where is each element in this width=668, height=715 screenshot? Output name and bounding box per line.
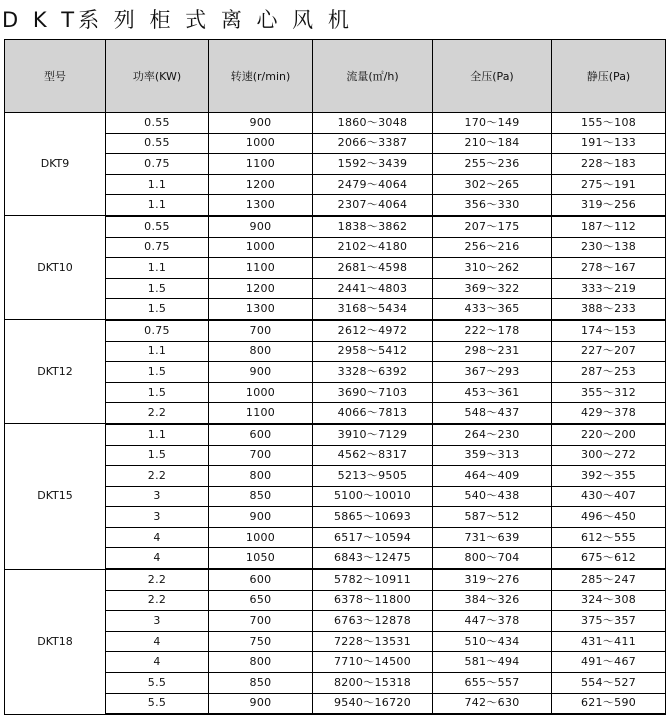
speed-cell: 900 [209,362,313,383]
power-cell: 1.1 [106,195,209,216]
static-pressure-cell: 491～467 [552,652,666,673]
total-pressure-cell: 742～630 [433,693,552,714]
static-pressure-cell: 228～183 [552,154,666,175]
total-pressure-cell: 464～409 [433,466,552,487]
flow-cell: 3910～7129 [313,424,433,445]
model-cell: DKT15 [5,424,106,569]
static-pressure-cell: 375～357 [552,611,666,632]
static-pressure-cell: 429～378 [552,403,666,424]
spec-table [4,39,666,715]
total-pressure-cell: 264～230 [433,424,552,445]
header-power: 功率(KW) [106,40,209,113]
power-cell: 1.1 [106,174,209,195]
speed-cell: 1000 [209,527,313,548]
power-cell: 1.5 [106,299,209,320]
speed-cell: 1300 [209,299,313,320]
power-cell: 1.1 [106,424,209,445]
total-pressure-cell: 581～494 [433,652,552,673]
power-cell: 1.1 [106,258,209,279]
total-pressure-cell: 210～184 [433,133,552,154]
total-pressure-cell: 447～378 [433,611,552,632]
flow-cell: 2479～4064 [313,174,433,195]
header-speed: 转速(r/min) [209,40,313,113]
static-pressure-cell: 287～253 [552,362,666,383]
power-cell: 1.5 [106,278,209,299]
total-pressure-cell: 433～365 [433,299,552,320]
flow-cell: 7710～14500 [313,652,433,673]
static-pressure-cell: 333～219 [552,278,666,299]
power-cell: 4 [106,527,209,548]
flow-cell: 3328～6392 [313,362,433,383]
power-cell: 3 [106,486,209,507]
speed-cell: 1200 [209,278,313,299]
power-cell: 2.2 [106,403,209,424]
speed-cell: 1200 [209,174,313,195]
static-pressure-cell: 174～153 [552,320,666,341]
power-cell: 1.5 [106,362,209,383]
table-body [5,113,666,715]
total-pressure-cell: 367～293 [433,362,552,383]
speed-cell: 900 [209,507,313,528]
static-pressure-cell: 324～308 [552,590,666,611]
flow-cell: 5213～9505 [313,466,433,487]
flow-cell: 2307～4064 [313,195,433,216]
spec-table-container [4,39,665,715]
total-pressure-cell: 548～437 [433,403,552,424]
static-pressure-cell: 227～207 [552,341,666,362]
power-cell: 5.5 [106,693,209,714]
flow-cell: 1592～3439 [313,154,433,175]
speed-cell: 1300 [209,195,313,216]
flow-cell: 2441～4803 [313,278,433,299]
speed-cell: 850 [209,486,313,507]
table-row [5,113,666,134]
table-row [5,320,666,341]
speed-cell: 650 [209,590,313,611]
static-pressure-cell: 191～133 [552,133,666,154]
power-cell: 0.55 [106,133,209,154]
static-pressure-cell: 155～108 [552,113,666,134]
static-pressure-cell: 319～256 [552,195,666,216]
speed-cell: 900 [209,113,313,134]
total-pressure-cell: 369～322 [433,278,552,299]
flow-cell: 9540～16720 [313,693,433,714]
static-pressure-cell: 621～590 [552,693,666,714]
power-cell: 0.75 [106,237,209,258]
static-pressure-cell: 431～411 [552,631,666,652]
static-pressure-cell: 496～450 [552,507,666,528]
flow-cell: 2612～4972 [313,320,433,341]
power-cell: 3 [106,611,209,632]
total-pressure-cell: 384～326 [433,590,552,611]
total-pressure-cell: 310～262 [433,258,552,279]
flow-cell: 1860～3048 [313,113,433,134]
total-pressure-cell: 255～236 [433,154,552,175]
power-cell: 4 [106,631,209,652]
total-pressure-cell: 731～639 [433,527,552,548]
static-pressure-cell: 278～167 [552,258,666,279]
header-flow: 流量(㎡/h) [313,40,433,113]
model-cell: DKT9 [5,113,106,216]
total-pressure-cell: 540～438 [433,486,552,507]
power-cell: 0.75 [106,320,209,341]
speed-cell: 700 [209,320,313,341]
total-pressure-cell: 356～330 [433,195,552,216]
flow-cell: 6763～12878 [313,611,433,632]
flow-cell: 6378～11800 [313,590,433,611]
speed-cell: 1000 [209,382,313,403]
speed-cell: 850 [209,673,313,694]
flow-cell: 3168～5434 [313,299,433,320]
speed-cell: 1050 [209,548,313,569]
static-pressure-cell: 220～200 [552,424,666,445]
static-pressure-cell: 285～247 [552,569,666,590]
flow-cell: 4562～8317 [313,445,433,466]
total-pressure-cell: 655～557 [433,673,552,694]
power-cell: 1.1 [106,341,209,362]
speed-cell: 750 [209,631,313,652]
static-pressure-cell: 612～555 [552,527,666,548]
power-cell: 5.5 [106,673,209,694]
table-row [5,216,666,237]
page-title: D K T系 列 柜 式 离 心 风 机 [2,8,353,32]
static-pressure-cell: 675～612 [552,548,666,569]
static-pressure-cell: 388～233 [552,299,666,320]
static-pressure-cell: 430～407 [552,486,666,507]
speed-cell: 1000 [209,237,313,258]
speed-cell: 600 [209,424,313,445]
power-cell: 1.5 [106,382,209,403]
flow-cell: 4066～7813 [313,403,433,424]
total-pressure-cell: 453～361 [433,382,552,403]
total-pressure-cell: 510～434 [433,631,552,652]
flow-cell: 1838～3862 [313,216,433,237]
flow-cell: 6843～12475 [313,548,433,569]
flow-cell: 3690～7103 [313,382,433,403]
speed-cell: 1100 [209,154,313,175]
total-pressure-cell: 359～313 [433,445,552,466]
speed-cell: 1100 [209,403,313,424]
speed-cell: 800 [209,341,313,362]
power-cell: 2.2 [106,569,209,590]
speed-cell: 1100 [209,258,313,279]
flow-cell: 6517～10594 [313,527,433,548]
flow-cell: 5100～10010 [313,486,433,507]
speed-cell: 800 [209,652,313,673]
total-pressure-cell: 302～265 [433,174,552,195]
model-cell: DKT12 [5,320,106,424]
total-pressure-cell: 319～276 [433,569,552,590]
model-cell: DKT10 [5,216,106,320]
power-cell: 2.2 [106,466,209,487]
header-static-pressure: 静压(Pa) [552,40,666,113]
flow-cell: 7228～13531 [313,631,433,652]
static-pressure-cell: 230～138 [552,237,666,258]
flow-cell: 2102～4180 [313,237,433,258]
static-pressure-cell: 554～527 [552,673,666,694]
total-pressure-cell: 298～231 [433,341,552,362]
power-cell: 0.75 [106,154,209,175]
total-pressure-cell: 207～175 [433,216,552,237]
total-pressure-cell: 170～149 [433,113,552,134]
speed-cell: 900 [209,216,313,237]
static-pressure-cell: 355～312 [552,382,666,403]
speed-cell: 800 [209,466,313,487]
header-model: 型号 [5,40,106,113]
power-cell: 0.55 [106,216,209,237]
speed-cell: 1000 [209,133,313,154]
speed-cell: 700 [209,445,313,466]
static-pressure-cell: 275～191 [552,174,666,195]
total-pressure-cell: 256～216 [433,237,552,258]
total-pressure-cell: 587～512 [433,507,552,528]
power-cell: 4 [106,548,209,569]
static-pressure-cell: 300～272 [552,445,666,466]
power-cell: 2.2 [106,590,209,611]
model-cell: DKT18 [5,569,106,714]
static-pressure-cell: 187～112 [552,216,666,237]
speed-cell: 600 [209,569,313,590]
flow-cell: 2066～3387 [313,133,433,154]
power-cell: 4 [106,652,209,673]
flow-cell: 8200～15318 [313,673,433,694]
static-pressure-cell: 392～355 [552,466,666,487]
flow-cell: 5865～10693 [313,507,433,528]
table-row [5,569,666,590]
power-cell: 1.5 [106,445,209,466]
table-header-row [5,40,666,113]
header-total-pressure: 全压(Pa) [433,40,552,113]
speed-cell: 900 [209,693,313,714]
total-pressure-cell: 222～178 [433,320,552,341]
flow-cell: 5782～10911 [313,569,433,590]
power-cell: 3 [106,507,209,528]
flow-cell: 2681～4598 [313,258,433,279]
power-cell: 0.55 [106,113,209,134]
flow-cell: 2958～5412 [313,341,433,362]
speed-cell: 700 [209,611,313,632]
table-row [5,424,666,445]
total-pressure-cell: 800～704 [433,548,552,569]
